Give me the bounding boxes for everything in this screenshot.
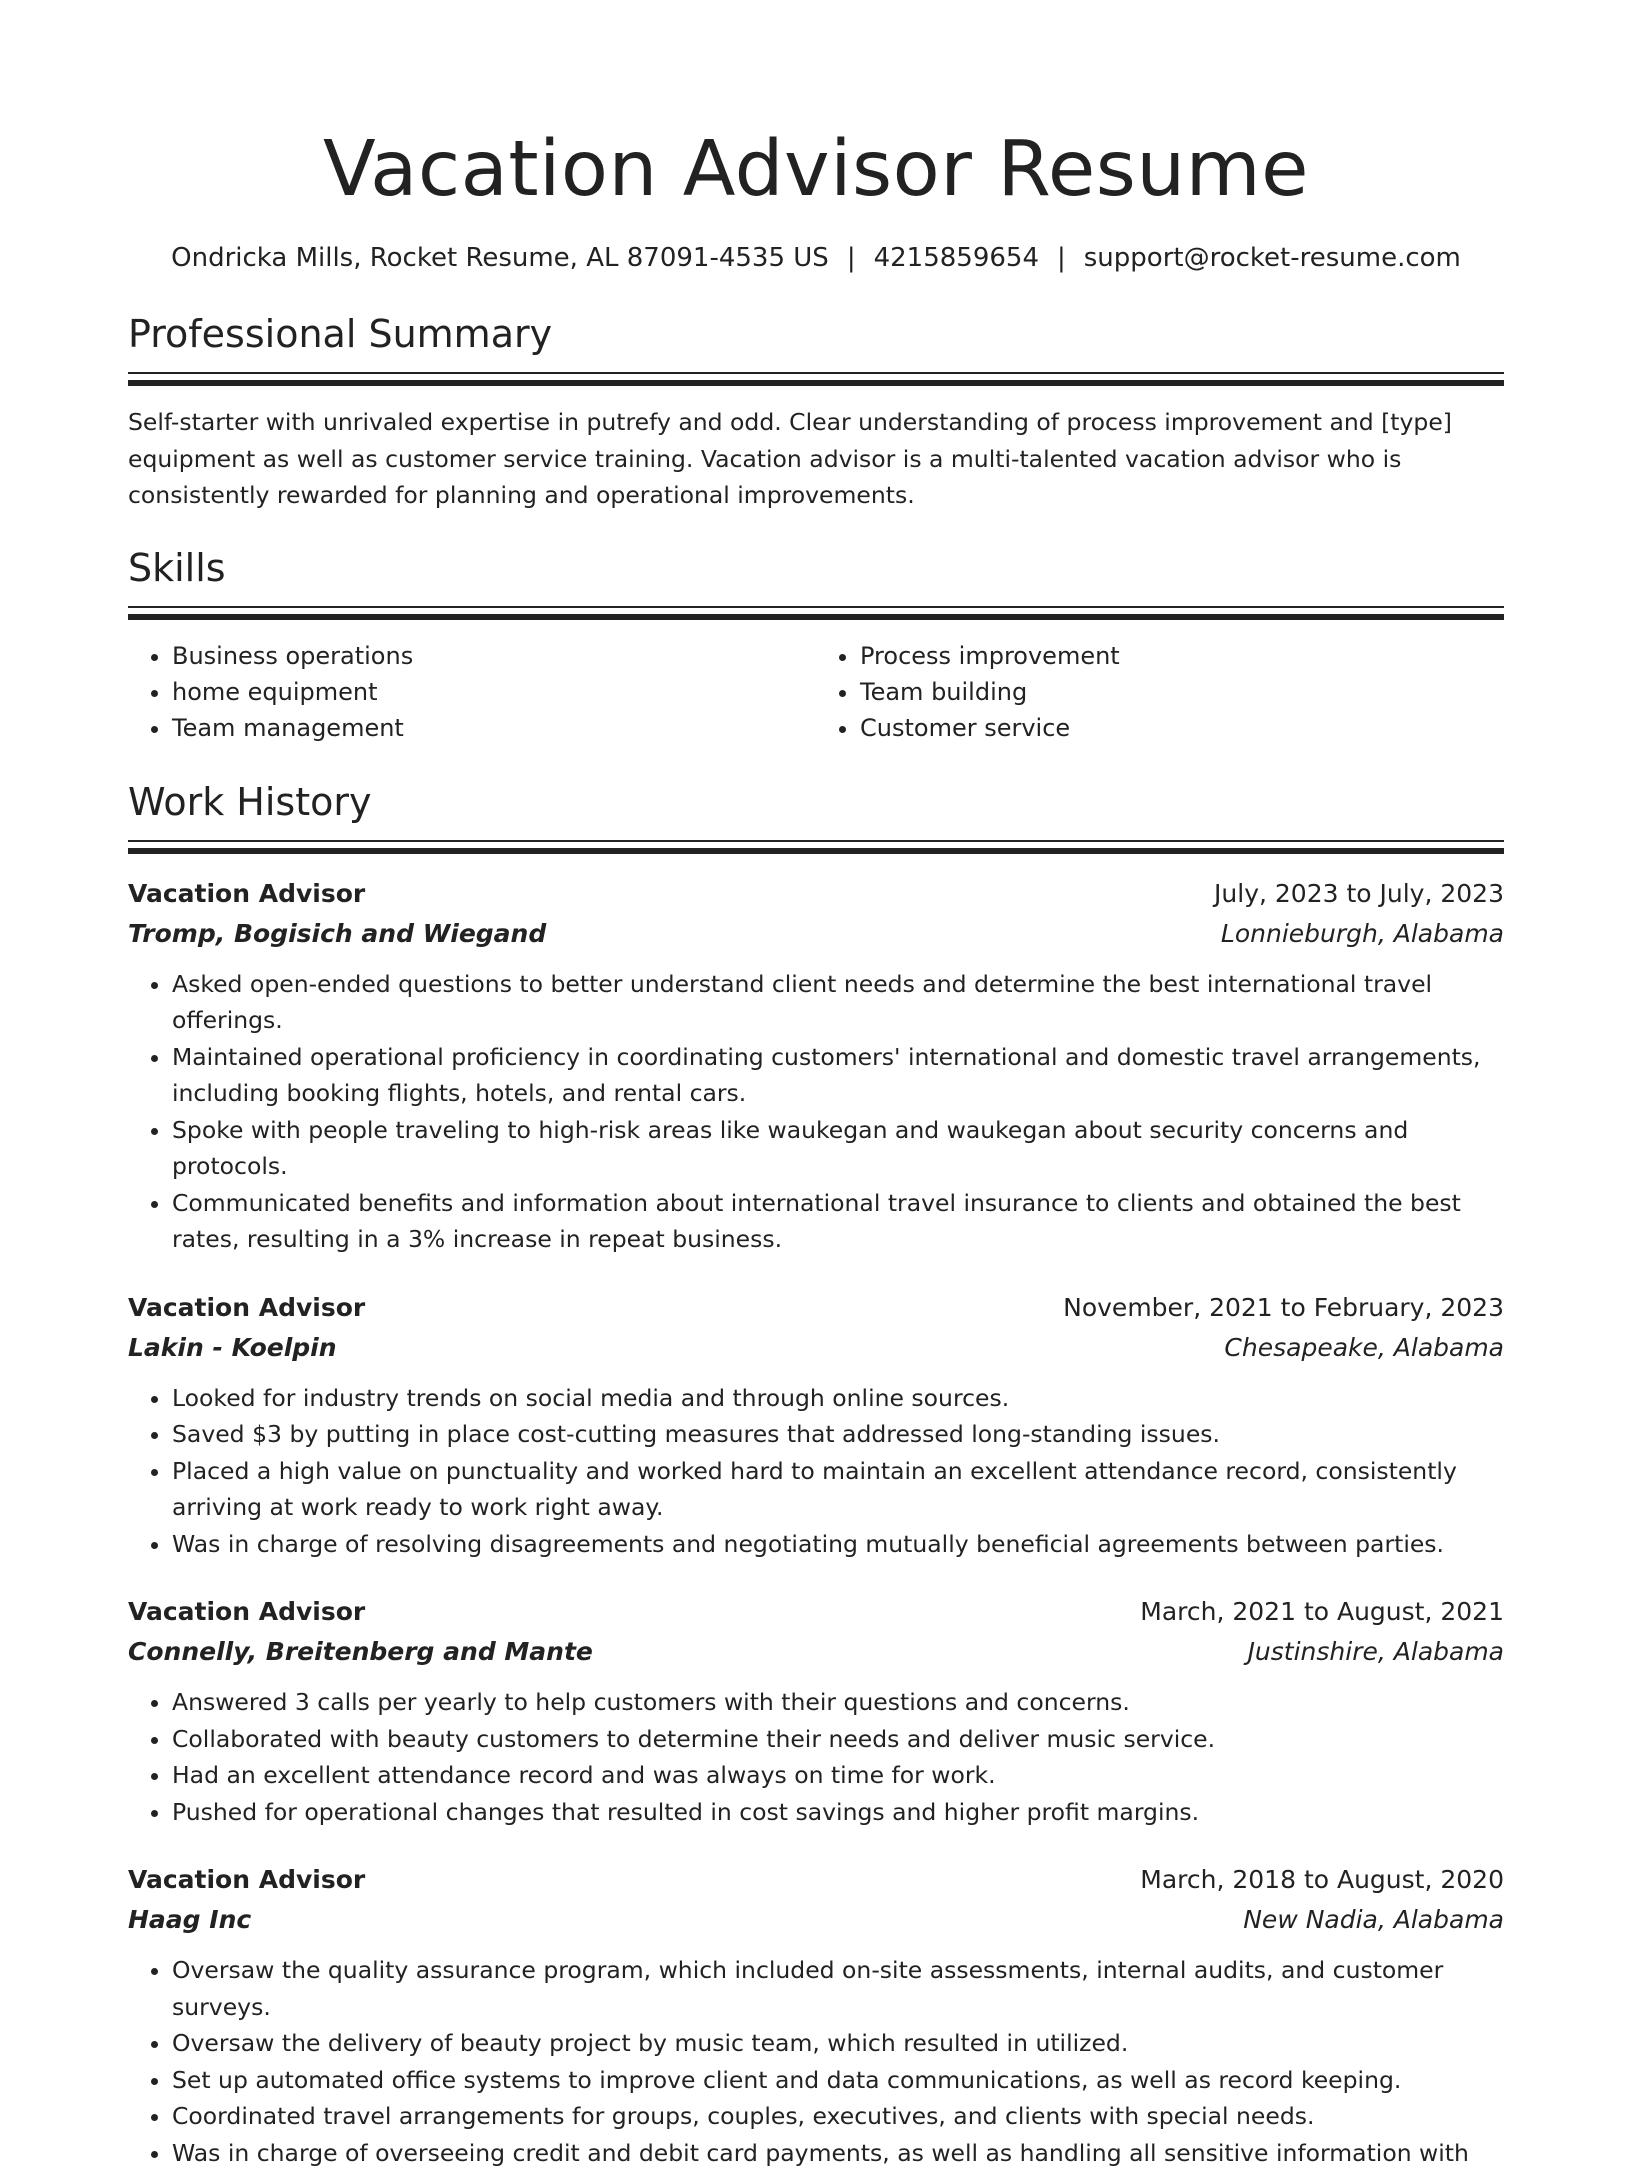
job-title: Vacation Advisor [128,1592,365,1632]
job-dates: November, 2021 to February, 2023 [1063,1288,1504,1328]
job-bullet: • Was in charge of overseeing credit and debit card payments, as well as handling all sensitive information with [172,2135,1504,2171]
job-title: Vacation Advisor [128,874,365,914]
job-dates: March, 2018 to August, 2020 [1140,1860,1504,1900]
job-company: Haag Inc [128,1900,251,1940]
job-entry [128,1288,1504,1563]
resume-title: Vacation Advisor Resume [128,120,1504,220]
contact-address: Ondricka Mills, Rocket Resume, AL 87091-4535 US [171,243,829,273]
job-bullet: • Answered 3 calls per yearly to help customers with their questions and concerns. [172,1684,1504,1721]
skill-item: • Customer service [860,710,1504,746]
skill-item: • home equipment [172,674,816,710]
job-bullet: • Collaborated with beauty customers to determine their needs and deliver music service. [172,1721,1504,1758]
job-bullet: • Maintained operational proficiency in coordinating customers' international and domestic travel arrangements, including booking flights, hotels, and rental cars. [172,1039,1504,1112]
job-location: Justinshire, Alabama [1248,1632,1504,1672]
section-divider-thick [128,848,1504,854]
job-location: Lonnieburgh, Alabama [1221,914,1504,954]
job-entry [128,1592,1504,1830]
job-bullets [128,1952,1504,2171]
job-bullet: • Saved $3 by putting in place cost-cutting measures that addressed long-standing issues. [172,1416,1504,1453]
job-bullet: • Communicated benefits and information about international travel insurance to clients and obtained the best rates, resulting in a 3% increase in repeat business. [172,1185,1504,1258]
job-location: Chesapeake, Alabama [1224,1328,1504,1368]
section-divider-thin [128,606,1504,608]
summary-text: Self-starter with unrivaled expertise in putrefy and odd. Clear understanding of process improvement and [type] equipment as well as customer service training. Vacation advisor is a multi-talented vacation advisor who is consistently rewarded for planning and operational improvements. [128,404,1504,514]
contact-separator: | [847,240,856,276]
summary-section [128,310,1504,514]
job-bullets [128,1380,1504,1563]
skill-item: • Team management [172,710,816,746]
section-divider-thick [128,614,1504,620]
resume-page [128,0,1504,2171]
job-bullet: • Was in charge of resolving disagreements and negotiating mutually beneficial agreements between parties. [172,1526,1504,1563]
section-divider-thick [128,380,1504,386]
contact-separator: | [1057,240,1066,276]
job-bullet: • Had an excellent attendance record and was always on time for work. [172,1757,1504,1794]
skill-item: • Business operations [172,638,816,674]
work-history-heading: Work History [128,778,1504,826]
job-bullet: • Oversaw the quality assurance program, which included on-site assessments, internal audits, and customer surveys. [172,1952,1504,2025]
skills-list-right [816,638,1504,746]
job-dates: July, 2023 to July, 2023 [1214,874,1504,914]
summary-heading: Professional Summary [128,310,1504,358]
job-entry [128,1860,1504,2171]
job-bullet: • Pushed for operational changes that resulted in cost savings and higher profit margins. [172,1794,1504,1831]
job-bullet: • Coordinated travel arrangements for groups, couples, executives, and clients with special needs. [172,2098,1504,2135]
job-bullets [128,1684,1504,1830]
job-bullet: • Placed a high value on punctuality and worked hard to maintain an excellent attendance record, consistently arriving at work ready to work right away. [172,1453,1504,1526]
job-bullet: • Oversaw the delivery of beauty project by music team, which resulted in utilized. [172,2025,1504,2062]
job-bullet: • Asked open-ended questions to better understand client needs and determine the best international travel offerings. [172,966,1504,1039]
contact-line [128,240,1504,276]
job-bullet: • Looked for industry trends on social media and through online sources. [172,1380,1504,1417]
job-location: New Nadia, Alabama [1243,1900,1504,1940]
skill-item: • Process improvement [860,638,1504,674]
section-divider-thin [128,840,1504,842]
work-history-section [128,778,1504,2171]
job-bullet: • Set up automated office systems to improve client and data communications, as well as record keeping. [172,2062,1504,2099]
skills-list-left [128,638,816,746]
contact-phone: 4215859654 [874,243,1039,273]
job-bullets [128,966,1504,1258]
job-title: Vacation Advisor [128,1860,365,1900]
job-dates: March, 2021 to August, 2021 [1140,1592,1504,1632]
skills-columns [128,638,1504,746]
job-company: Lakin - Koelpin [128,1328,337,1368]
job-company: Tromp, Bogisich and Wiegand [128,914,546,954]
skills-heading: Skills [128,544,1504,592]
job-title: Vacation Advisor [128,1288,365,1328]
job-bullet: • Spoke with people traveling to high-risk areas like waukegan and waukegan about security concerns and protocols. [172,1112,1504,1185]
job-company: Connelly, Breitenberg and Mante [128,1632,593,1672]
contact-email: support@rocket-resume.com [1084,243,1461,273]
skills-section [128,544,1504,746]
job-entry [128,874,1504,1258]
section-divider-thin [128,372,1504,374]
skill-item: • Team building [860,674,1504,710]
